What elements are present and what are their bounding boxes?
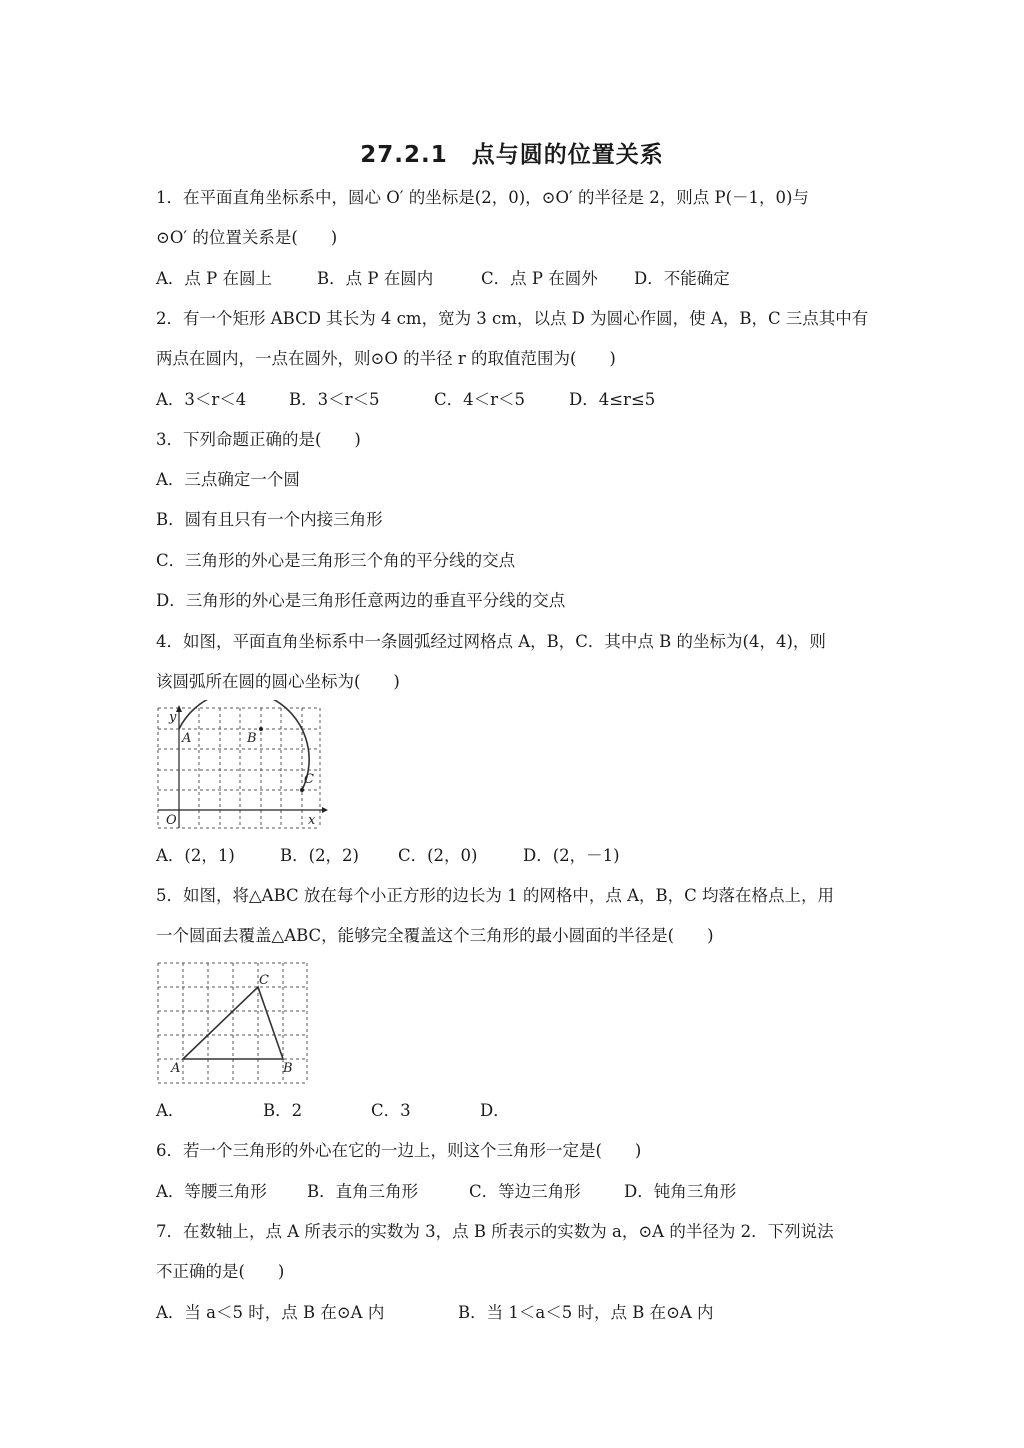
q4-x-arrow xyxy=(322,807,328,813)
q4-option-b: B．(2，2) xyxy=(280,846,359,865)
q6-option-c: C．等边三角形 xyxy=(469,1182,581,1201)
q3-option-d: D．三角形的外心是三角形任意两边的垂直平分线的交点 xyxy=(156,591,566,610)
q5-option-c: C．3 xyxy=(371,1101,411,1120)
q2-option-d: D．4≤r≤5 xyxy=(569,390,656,409)
q7-stem-line2: 不正确的是( ) xyxy=(156,1262,285,1281)
q1-option-c: C．点 P 在圆外 xyxy=(481,269,598,288)
q4-option-c: C．(2，0) xyxy=(398,846,478,865)
q4-label-x: x xyxy=(308,813,316,828)
q4-option-a: A．(2，1) xyxy=(156,846,235,865)
q5-option-a: A． xyxy=(156,1101,185,1120)
q4-stem-line2: 该圆弧所在圆的圆心坐标为( ) xyxy=(156,672,400,691)
q1-option-a: A．点 P 在圆上 xyxy=(156,269,273,288)
page-title: 27.2.1 点与圆的位置关系 xyxy=(360,142,664,168)
q1-stem-line1: 1．在平面直角坐标系中，圆心 O′ 的坐标是(2，0)，⊙O′ 的半径是 2，则点 P(－1，0)与 xyxy=(156,188,809,207)
q2-option-a: A．3＜r＜4 xyxy=(156,390,247,409)
q3-stem: 3．下列命题正确的是( ) xyxy=(156,430,361,449)
q1-option-b: B．点 P 在圆内 xyxy=(317,269,434,288)
q5-stem-line1: 5．如图，将△ABC 放在每个小正方形的边长为 1 的网格中，点 A，B，C 均落在格点上，用 xyxy=(156,886,835,905)
q5-label-b: B xyxy=(283,1061,293,1076)
q4-stem-line1: 4．如图，平面直角坐标系中一条圆弧经过网格点 A，B，C．其中点 B 的坐标为(4，4)，则 xyxy=(156,632,826,651)
q6-option-a: A．等腰三角形 xyxy=(156,1182,267,1201)
q5-figure xyxy=(150,955,315,1090)
q7-option-a: A．当 a＜5 时，点 B 在⊙A 内 xyxy=(156,1303,385,1322)
q6-options xyxy=(156,1180,736,1204)
q5-stem-line2: 一个圆面去覆盖△ABC，能够完全覆盖这个三角形的最小圆面的半径是( ) xyxy=(156,926,714,945)
q6-option-d: D．钝角三角形 xyxy=(624,1182,737,1201)
q1-stem-line2: ⊙O′ 的位置关系是( ) xyxy=(156,228,338,247)
q1-options xyxy=(156,267,730,291)
q5-label-c: C xyxy=(259,973,269,988)
q4-figure xyxy=(150,700,330,835)
q5-option-b: B．2 xyxy=(263,1101,303,1120)
q7-option-b: B．当 1＜a＜5 时，点 B 在⊙A 内 xyxy=(458,1303,714,1322)
q2-option-b: B．3＜r＜5 xyxy=(289,390,380,409)
q6-stem: 6．若一个三角形的外心在它的一边上，则这个三角形一定是( ) xyxy=(156,1141,642,1160)
q4-point-c xyxy=(300,788,304,792)
q1-option-d: D．不能确定 xyxy=(634,269,730,288)
q4-options xyxy=(156,844,620,868)
q2-options xyxy=(156,388,655,412)
q5-options xyxy=(156,1099,510,1123)
q5-option-d: D． xyxy=(480,1101,510,1120)
q4-label-c: C xyxy=(304,772,314,787)
q4-label-o: O xyxy=(166,813,177,828)
q3-option-b: B．圆有且只有一个内接三角形 xyxy=(156,510,383,529)
q3-option-c: C．三角形的外心是三角形三个角的平分线的交点 xyxy=(156,551,516,570)
q2-option-c: C．4＜r＜5 xyxy=(434,390,526,409)
q4-label-b: B xyxy=(247,731,257,746)
q2-stem-line2: 两点在圆内，一点在圆外，则⊙O 的半径 r 的取值范围为( ) xyxy=(156,349,616,368)
q7-stem-line1: 7．在数轴上，点 A 所表示的实数为 3，点 B 所表示的实数为 a，⊙A 的半径为 2．下列说法 xyxy=(156,1222,834,1241)
q4-option-d: D．(2，－1) xyxy=(523,846,620,865)
q6-option-b: B．直角三角形 xyxy=(307,1182,419,1201)
q4-point-b xyxy=(259,727,263,731)
q4-label-a: A xyxy=(182,731,192,746)
q3-option-a: A．三点确定一个圆 xyxy=(156,470,300,489)
q7-options xyxy=(156,1301,714,1325)
q4-label-y: y xyxy=(169,710,177,725)
q5-label-a: A xyxy=(171,1061,181,1076)
q2-stem-line1: 2．有一个矩形 ABCD 其长为 4 cm，宽为 3 cm，以点 D 为圆心作圆，使 A，B，C 三点其中有 xyxy=(156,309,869,328)
